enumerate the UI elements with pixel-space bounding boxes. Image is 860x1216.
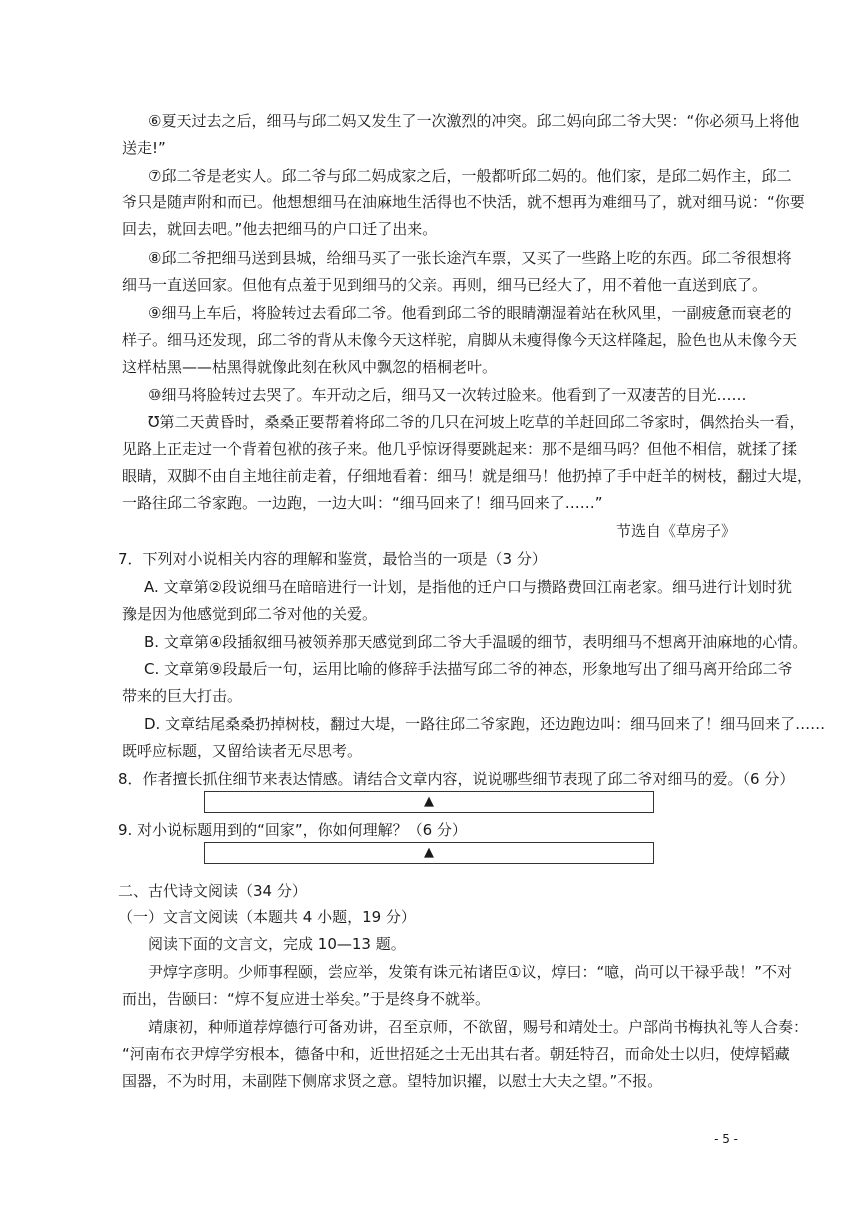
story-p8-line2: 细马一直送回家。但他有点羞于见到细马的父亲。再则，细马已经大了，用不着他一直送到底了。 (122, 276, 768, 294)
q7-option-b: B. 文章第④段插叙细马被领养那天感觉到邱二爷大手温暖的细节，表明细马不想离开油麻地的心情。 (144, 633, 808, 651)
story-p6-line1: ⑥夏天过去之后，细马与邱二妈又发生了一次激烈的冲突。邱二妈向邱二爷大哭：“你必须马上将他 (148, 112, 800, 130)
classical-p2-line2: “河南布衣尹焞学穷根本，德备中和，近世招延之士无出其右者。朝廷特召，而命处士以归，使焞韬藏 (122, 1045, 790, 1063)
q7-option-c-line2: 带来的巨大打击。 (122, 687, 243, 705)
q7-option-c-line1: C. 文章第⑨段最后一句，运用比喻的修辞手法描写邱二爷的神态，形象地写出了细马离开给邱二爷 (144, 660, 793, 678)
story-p7-line3: 回去，就回去吧。”他去把细马的户口迁了出来。 (122, 220, 438, 238)
story-p7-line2: 爷只是随声附和而已。他想想细马在油麻地生活得也不快活，就不想再为难细马了，就对细马说：“你要 (122, 193, 805, 211)
q9-answer-box[interactable]: ▲ (204, 842, 654, 864)
q7-option-a-line2: 豫是因为他感觉到邱二爷对他的关爱。 (122, 605, 378, 623)
q7-option-d-line1: D. 文章结尾桑桑扔掉树枝，翻过大堤，一路往邱二爷家跑，还边跑边叫：细马回来了！细马回来了…… (144, 715, 826, 733)
q7-option-a-line1: A. 文章第②段说细马在暗暗进行一计划，是指他的迁户口与攒路费回江南老家。细马进行计划时犹 (144, 578, 792, 596)
story-p7-line1: ⑦邱二爷是老实人。邱二爷与邱二妈成家之后，一般都听邱二妈的。他们家，是邱二妈作主，邱二 (148, 167, 792, 185)
section2-instructions: 阅读下面的文言文，完成 10—13 题。 (148, 935, 406, 953)
q8-answer-box[interactable]: ▲ (204, 791, 654, 813)
section2-sub1: （一）文言文阅读（本题共 4 小题，19 分） (118, 908, 416, 926)
story-p9-line2: 样子。细马还发现，邱二爷的背从未像今天这样驼，肩脚从未瘦得像今天这样隆起，脸色也从未像今天 (122, 331, 798, 349)
story-p11-line4: 一路往邱二爷家跑。一边跑，一边大叫：“细马回来了！细马回来了……” (122, 494, 603, 512)
story-p8-line1: ⑧邱二爷把细马送到县城，给细马买了一张长途汽车票，又买了一些路上吃的东西。邱二爷很想将 (148, 249, 792, 267)
source-citation: 节选自《草房子》 (615, 522, 736, 540)
story-p11-line1: Ʊ第二天黄昏时，桑桑正要帮着将邱二爷的几只在河坡上吃草的羊赶回邱二爷家时，偶然抬头一看， (148, 413, 805, 431)
page-number: - 5 - (714, 1132, 738, 1146)
story-p11-line2: 见路上正走过一个背着包袱的孩子来。他几乎惊讶得要跳起来：那不是细马吗？但他不相信，就揉了揉 (122, 440, 798, 458)
story-p11-line3: 眼睛，双脚不由自主地往前走着，仔细地看着：细马！就是细马！他扔掉了手中赶羊的树枝，翻过大堤， (122, 467, 813, 485)
story-p10-line1: ⑩细马将脸转过去哭了。车开动之后，细马又一次转过脸来。他看到了一双凄苦的目光…… (148, 386, 747, 404)
section2-title: 二、古代诗文阅读（34 分） (118, 882, 307, 900)
question-9: 9. 对小说标题用到的“回家”，你如何理解？（6 分） (118, 821, 467, 839)
classical-p2-line1: 靖康初，种师道荐焞德行可备劝讲，召至京师，不欲留，赐号和靖处士。户部尚书梅执礼等人合奏： (148, 1018, 809, 1036)
classical-p2-line3: 国器，不为时用，未副陛下侧席求贤之意。望特加识擢，以慰士大夫之望。”不报。 (122, 1072, 663, 1090)
q7-option-d-line2: 既呼应标题，又留给读者无尽思考。 (122, 742, 363, 760)
story-p6-line2: 送走!” (122, 139, 166, 157)
classical-p1-line2: 而出，告颐曰：“焞不复应进士举矣。”于是终身不就举。 (122, 990, 491, 1008)
story-p9-line1: ⑨细马上车后，将脸转过去看邱二爷。他看到邱二爷的眼睛潮湿着站在秋风里，一副疲惫而衰老的 (148, 304, 792, 322)
story-p9-line3: 这样枯黑——枯黑得就像此刻在秋风中飘忽的梧桐老叶。 (122, 358, 498, 376)
question-7: 7．下列对小说相关内容的理解和鉴赏，最恰当的一项是（3 分） (118, 550, 547, 568)
classical-p1-line1: 尹焞字彦明。少师事程颐，尝应举，发策有诛元祐诸臣①议，焞曰：“噫，尚可以干禄乎哉！”不对 (148, 963, 792, 981)
question-8: 8．作者擅长抓住细节来表达情感。请结合文章内容，说说哪些细节表现了邱二爷对细马的爱。（6 分） (118, 770, 795, 788)
